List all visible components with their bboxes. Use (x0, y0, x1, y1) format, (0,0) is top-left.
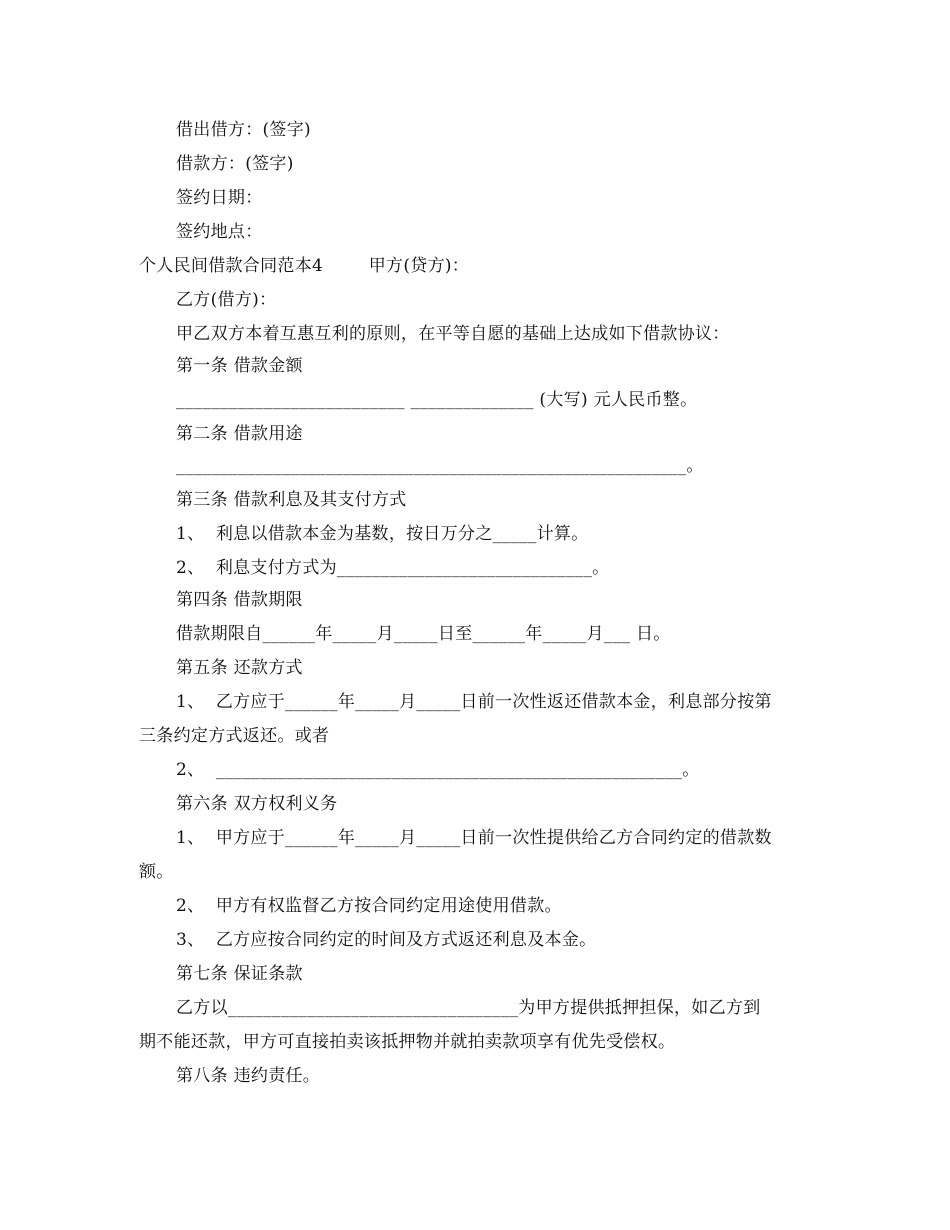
article-8-heading: 第八条 违约责任。 (176, 1066, 321, 1086)
preamble-line: 甲乙双方本着互惠互利的原则，在平等自愿的基础上达成如下借款协议： (176, 324, 730, 344)
sign-date-line: 签约日期： (176, 188, 263, 208)
article-6-item-1-cont: 额。 (139, 862, 174, 882)
article-4-heading: 第四条 借款期限 (176, 590, 303, 610)
article-2-purpose-line: __________________________________________________________。 (176, 456, 704, 476)
article-6-item-2: 2、 甲方有权监督乙方按合同约定用途使用借款。 (176, 896, 562, 916)
article-5-item-2: 2、 _____________________________________________________。 (176, 760, 700, 780)
article-5-item-1-cont: 三条约定方式返还。或者 (139, 726, 330, 746)
article-2-heading: 第二条 借款用途 (176, 424, 303, 444)
article-5-item-1: 1、 乙方应于______年_____月_____日前一次性返还借款本金，利息部分按第 (176, 692, 772, 712)
lender-signature-line: 借出借方：(签字) (176, 120, 311, 140)
article-7-clause-line: 乙方以_________________________________为甲方提供抵押担保，如乙方到 (176, 998, 761, 1018)
article-1-heading: 第一条 借款金额 (176, 356, 303, 376)
sign-place-line: 签约地点： (176, 222, 263, 242)
article-3-heading: 第三条 借款利息及其支付方式 (176, 490, 407, 510)
contract-title-line: 个人民间借款合同范本4 甲方(贷方)： (139, 256, 470, 276)
party-b-line: 乙方(借方)： (176, 290, 277, 310)
article-4-term-line: 借款期限自______年_____月_____日至______年_____月___ 日。 (176, 624, 671, 644)
article-3-item-1: 1、 利息以借款本金为基数，按日万分之_____计算。 (176, 524, 589, 544)
article-6-item-3: 3、 乙方应按合同约定的时间及方式返还利息及本金。 (176, 930, 597, 950)
article-7-heading: 第七条 保证条款 (176, 964, 303, 984)
article-6-heading: 第六条 双方权利义务 (176, 794, 338, 814)
article-1-amount-line: __________________________ ______________ (大写) 元人民币整。 (176, 390, 698, 410)
article-7-clause-cont: 期不能还款，甲方可直接拍卖该抵押物并就拍卖款项享有优先受偿权。 (139, 1032, 676, 1052)
article-6-item-1: 1、 甲方应于______年_____月_____日前一次性提供给乙方合同约定的借款数 (176, 828, 772, 848)
article-3-item-2: 2、 利息支付方式为_____________________________。 (176, 558, 610, 578)
article-5-heading: 第五条 还款方式 (176, 658, 303, 678)
borrower-signature-line: 借款方：(签字) (176, 154, 294, 174)
